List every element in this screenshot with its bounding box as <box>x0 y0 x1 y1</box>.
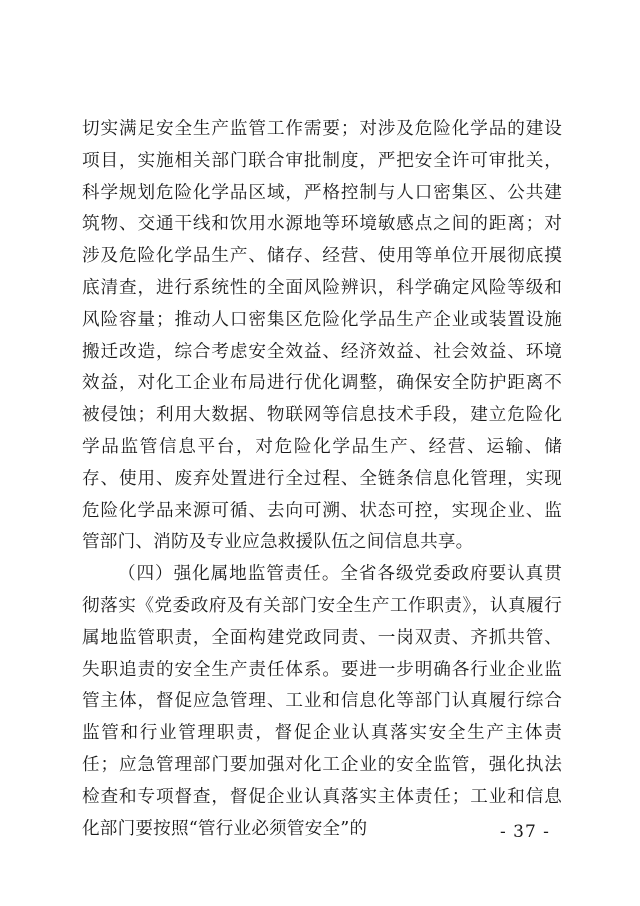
paragraph: （四）强化属地监管责任。全省各级党委政府要认真贯彻落实《党委政府及有关部门安全生产工作职责》，认真履行属地监管职责，全面构建党政同责、一岗双责、齐抓共管、失职追责的安全生产责任体系。要进一步明确各行业企业监管主体，督促应急管理、工业和信息化等部门认真履行综合监管和行业管理职责，督促企业认真落实安全生产主体责任；应急管理部门要加强对化工企业的安全监管，强化执法检查和专项督查，督促企业认真落实主体责任；工业和信息化部门要按照“管行业必须管安全”的 <box>82 564 562 839</box>
page-number: - 37 - <box>500 822 550 842</box>
body-text <box>82 114 562 845</box>
paragraph: 切实满足安全生产监管工作需要；对涉及危险化学品的建设项目，实施相关部门联合审批制度，严把安全许可审批关，科学规划危险化学品区域，严格控制与人口密集区、公共建筑物、交通干线和饮用水源地等环境敏感点之间的距离；对涉及危险化学品生产、储存、经营、使用等单位开展彻底摸底清查，进行系统性的全面风险辨识，科学确定风险等级和风险容量；推动人口密集区危险化学品生产企业或装置设施搬迁改造，综合考虑安全效益、经济效益、社会效益、环境效益，对化工企业布局进行优化调整，确保安全防护距离不被侵蚀；利用大数据、物联网等信息技术手段，建立危险化学品监管信息平台，对危险化学品生产、经营、运输、储存、使用、废弃处置进行全过程、全链条信息化管理，实现危险化学品来源可循、去向可溯、状态可控，实现企业、监管部门、消防及专业应急救援队伍之间信息共享。 <box>82 119 562 553</box>
